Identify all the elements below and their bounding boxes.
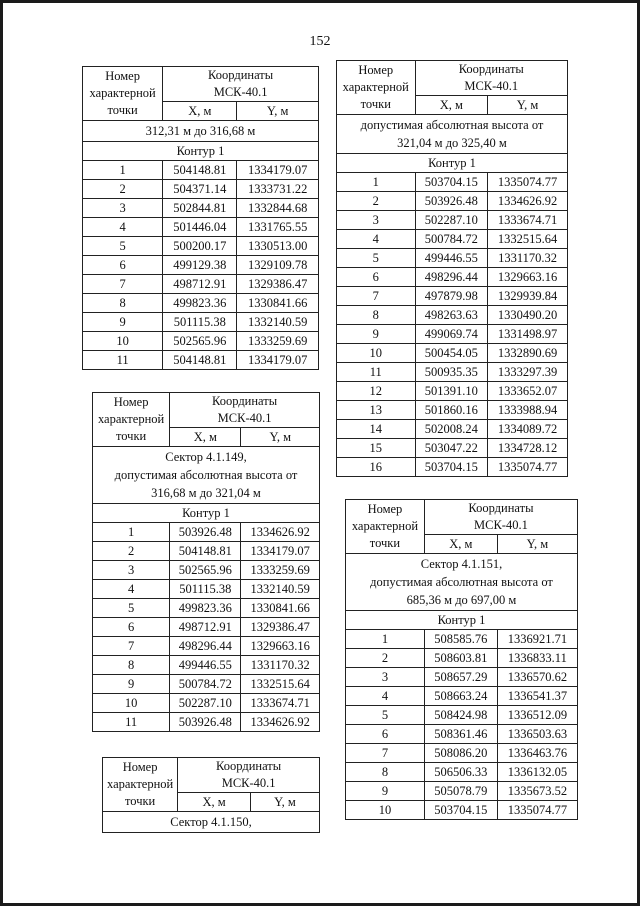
x-value: 502565.96 (170, 561, 241, 580)
y-value: 1329939.84 (488, 287, 568, 306)
table-row (83, 351, 319, 370)
table-row (93, 561, 320, 580)
point-number-header (93, 393, 170, 447)
x-value: 502287.10 (170, 694, 241, 713)
table-row (83, 180, 319, 199)
table-row (93, 580, 320, 599)
coordinates-header-line: МСК-40.1 (464, 79, 519, 93)
sector-note-line: Сектор 4.1.149, (165, 450, 247, 464)
y-value: 1334179.07 (241, 542, 320, 561)
point-number: 3 (93, 561, 170, 580)
x-header: X, м (170, 428, 241, 447)
y-header: Y, м (241, 428, 320, 447)
sector-note-line: допустимая абсолютная высота от (360, 118, 544, 132)
x-value: 497879.98 (415, 287, 488, 306)
x-value: 502287.10 (415, 211, 488, 230)
x-value: 508603.81 (424, 649, 497, 668)
contour-label: Контур 1 (337, 154, 568, 173)
coordinate-table (92, 392, 320, 732)
y-value: 1333674.71 (241, 694, 320, 713)
table-row (346, 725, 578, 744)
point-number: 12 (337, 382, 416, 401)
x-value: 499446.55 (415, 249, 488, 268)
table-row (337, 173, 568, 192)
point-number-header (103, 758, 178, 812)
y-value: 1329386.47 (241, 618, 320, 637)
y-value: 1329663.16 (488, 268, 568, 287)
x-header: X, м (424, 535, 497, 554)
x-value: 499446.55 (170, 656, 241, 675)
coordinate-table (336, 60, 568, 477)
coordinates-header-line: МСК-40.1 (213, 85, 268, 99)
point-number: 9 (346, 782, 425, 801)
point-number: 1 (83, 161, 163, 180)
point-header-line: точки (115, 429, 147, 443)
table-row (93, 542, 320, 561)
table-row (346, 782, 578, 801)
x-value: 500200.17 (163, 237, 237, 256)
table-row (337, 439, 568, 458)
sector-note (346, 554, 578, 611)
point-number: 7 (93, 637, 170, 656)
coordinates-header-line: Координаты (468, 501, 534, 515)
sector-note-line: 316,68 м до 321,04 м (151, 486, 261, 500)
point-header-line: характерной (351, 519, 419, 533)
point-number: 10 (93, 694, 170, 713)
table-row (346, 630, 578, 649)
point-number: 14 (337, 420, 416, 439)
table-row (337, 249, 568, 268)
x-header: X, м (163, 102, 237, 121)
table-row (346, 687, 578, 706)
y-value: 1332140.59 (237, 313, 319, 332)
coordinates-header-line: Координаты (208, 68, 274, 82)
y-value: 1336463.76 (497, 744, 577, 763)
y-header: Y, м (250, 793, 319, 812)
y-value: 1334089.72 (488, 420, 568, 439)
y-value: 1330841.66 (237, 294, 319, 313)
y-value: 1334626.92 (488, 192, 568, 211)
y-value: 1335074.77 (488, 173, 568, 192)
y-value: 1330490.20 (488, 306, 568, 325)
y-value: 1336132.05 (497, 763, 577, 782)
point-number: 1 (337, 173, 416, 192)
point-number-header (337, 61, 416, 115)
point-number: 6 (346, 725, 425, 744)
table-row (337, 401, 568, 420)
coordinates-header-line: МСК-40.1 (217, 411, 272, 425)
table-row (93, 599, 320, 618)
x-header: X, м (178, 793, 251, 812)
point-header-line: характерной (342, 80, 409, 94)
point-number: 4 (93, 580, 170, 599)
x-value: 508424.98 (424, 706, 497, 725)
point-number: 5 (83, 237, 163, 256)
sector-note (93, 447, 320, 504)
point-number: 9 (337, 325, 416, 344)
y-value: 1330513.00 (237, 237, 319, 256)
x-value: 501115.38 (170, 580, 241, 599)
table-row (337, 211, 568, 230)
contour-label: Контур 1 (346, 611, 578, 630)
x-value: 503926.48 (170, 523, 241, 542)
table-row (83, 161, 319, 180)
coordinates-header (163, 67, 319, 102)
table-row (337, 306, 568, 325)
y-value: 1333259.69 (241, 561, 320, 580)
y-value: 1335673.52 (497, 782, 577, 801)
x-value: 500784.72 (415, 230, 488, 249)
point-header-line: характерной (97, 412, 165, 426)
sector-note-line: допустимая абсолютная высота от (114, 468, 298, 482)
table-row (337, 344, 568, 363)
contour-label: Контур 1 (83, 142, 319, 161)
y-value: 1329386.47 (237, 275, 319, 294)
point-number: 4 (346, 687, 425, 706)
point-number: 7 (346, 744, 425, 763)
x-value: 504148.81 (170, 542, 241, 561)
point-header-line: точки (107, 103, 138, 117)
point-number: 2 (83, 180, 163, 199)
point-number: 6 (337, 268, 416, 287)
table-row (83, 237, 319, 256)
table-row (337, 230, 568, 249)
table-row (337, 363, 568, 382)
table-row (337, 458, 568, 477)
point-header-line: Номер (358, 63, 394, 77)
y-value: 1336921.71 (497, 630, 577, 649)
point-number: 15 (337, 439, 416, 458)
x-value: 501115.38 (163, 313, 237, 332)
coordinates-header-line: Координаты (216, 759, 282, 773)
y-value: 1332515.64 (241, 675, 320, 694)
y-value: 1331170.32 (488, 249, 568, 268)
point-number: 2 (337, 192, 416, 211)
y-value: 1330841.66 (241, 599, 320, 618)
x-value: 505078.79 (424, 782, 497, 801)
x-value: 499069.74 (415, 325, 488, 344)
x-value: 504371.14 (163, 180, 237, 199)
point-number: 10 (83, 332, 163, 351)
x-value: 498712.91 (170, 618, 241, 637)
point-number: 8 (93, 656, 170, 675)
point-number: 13 (337, 401, 416, 420)
x-value: 503704.15 (415, 458, 488, 477)
y-value: 1336833.11 (497, 649, 577, 668)
point-header-line: точки (369, 536, 401, 550)
x-value: 504148.81 (163, 161, 237, 180)
x-value: 502565.96 (163, 332, 237, 351)
point-number: 8 (337, 306, 416, 325)
table-row (93, 675, 320, 694)
y-value: 1333652.07 (488, 382, 568, 401)
point-number: 4 (83, 218, 163, 237)
sector-note-line: Сектор 4.1.151, (420, 557, 503, 571)
table-row (337, 192, 568, 211)
x-value: 503926.48 (415, 192, 488, 211)
page-number: 152 (309, 34, 331, 49)
point-number: 7 (83, 275, 163, 294)
point-number: 2 (93, 542, 170, 561)
point-number: 11 (337, 363, 416, 382)
y-value: 1329663.16 (241, 637, 320, 656)
coordinate-table (345, 499, 578, 820)
point-number: 6 (83, 256, 163, 275)
point-number: 4 (337, 230, 416, 249)
coordinate-table (102, 757, 320, 833)
point-number: 9 (93, 675, 170, 694)
y-value: 1332140.59 (241, 580, 320, 599)
coordinates-header-line: МСК-40.1 (474, 518, 528, 532)
y-value: 1336512.09 (497, 706, 577, 725)
point-number: 3 (337, 211, 416, 230)
coordinates-header-line: Координаты (212, 394, 278, 408)
point-number: 8 (346, 763, 425, 782)
y-header: Y, м (237, 102, 319, 121)
x-value: 504148.81 (163, 351, 237, 370)
table-row (337, 325, 568, 344)
point-number: 7 (337, 287, 416, 306)
x-value: 508361.46 (424, 725, 497, 744)
table-row (346, 706, 578, 725)
sector-note-line: 312,31 м до 316,68 м (145, 124, 256, 138)
point-number: 9 (83, 313, 163, 332)
y-value: 1336541.37 (497, 687, 577, 706)
x-value: 498296.44 (415, 268, 488, 287)
y-value: 1334626.92 (241, 523, 320, 542)
point-header-line: Номер (113, 395, 149, 409)
x-value: 500784.72 (170, 675, 241, 694)
point-header-line: Номер (105, 69, 140, 83)
point-header-line: характерной (107, 777, 174, 791)
point-number: 10 (337, 344, 416, 363)
point-number: 5 (337, 249, 416, 268)
x-value: 501391.10 (415, 382, 488, 401)
table-row (337, 382, 568, 401)
y-value: 1335074.77 (488, 458, 568, 477)
y-value: 1332515.64 (488, 230, 568, 249)
y-header: Y, м (497, 535, 577, 554)
sector-note-line: 321,04 м до 325,40 м (397, 136, 507, 150)
table-row (346, 763, 578, 782)
y-value: 1331498.97 (488, 325, 568, 344)
table-row (93, 618, 320, 637)
coordinates-header (424, 500, 577, 535)
point-header-line: характерной (89, 86, 156, 100)
point-number: 2 (346, 649, 425, 668)
x-value: 498296.44 (170, 637, 241, 656)
table-row (83, 199, 319, 218)
x-value: 508663.24 (424, 687, 497, 706)
table-row (83, 218, 319, 237)
coordinates-header-line: МСК-40.1 (221, 776, 276, 790)
scan-border-left (0, 0, 3, 906)
y-value: 1333731.22 (237, 180, 319, 199)
table-row (346, 801, 578, 820)
y-header: Y, м (488, 96, 568, 115)
sector-note-line: допустимая абсолютная высота от (370, 575, 553, 589)
point-header-line: Номер (367, 502, 403, 516)
coordinates-header-line: Координаты (458, 62, 524, 76)
y-value: 1329109.78 (237, 256, 319, 275)
table-row (346, 668, 578, 687)
table-row (93, 694, 320, 713)
sector-note-line: Сектор 4.1.150, (170, 815, 252, 829)
table-row (83, 332, 319, 351)
point-header-line: точки (124, 794, 156, 808)
table-row (337, 268, 568, 287)
x-value: 499823.36 (170, 599, 241, 618)
y-value: 1334728.12 (488, 439, 568, 458)
y-value: 1334626.92 (241, 713, 320, 732)
y-value: 1336570.62 (497, 668, 577, 687)
point-number: 6 (93, 618, 170, 637)
x-value: 502844.81 (163, 199, 237, 218)
point-number: 8 (83, 294, 163, 313)
x-value: 499823.36 (163, 294, 237, 313)
y-value: 1333259.69 (237, 332, 319, 351)
x-value: 503047.22 (415, 439, 488, 458)
x-value: 500454.05 (415, 344, 488, 363)
y-value: 1332890.69 (488, 344, 568, 363)
point-number: 1 (346, 630, 425, 649)
table-row (346, 649, 578, 668)
table-row (93, 713, 320, 732)
table-row (93, 637, 320, 656)
coordinates-header (415, 61, 567, 96)
x-value: 503926.48 (170, 713, 241, 732)
x-header: X, м (415, 96, 488, 115)
contour-label: Контур 1 (93, 504, 320, 523)
x-value: 508086.20 (424, 744, 497, 763)
x-value: 508585.76 (424, 630, 497, 649)
point-number-header (83, 67, 163, 121)
point-number: 5 (93, 599, 170, 618)
x-value: 502008.24 (415, 420, 488, 439)
point-header-line: точки (360, 97, 391, 111)
x-value: 499129.38 (163, 256, 237, 275)
sector-note (83, 121, 319, 142)
coordinates-header (170, 393, 320, 428)
y-value: 1334179.07 (237, 161, 319, 180)
sector-note (337, 115, 568, 154)
table-row (83, 294, 319, 313)
point-number: 1 (93, 523, 170, 542)
sector-note (103, 812, 320, 833)
x-value: 501446.04 (163, 218, 237, 237)
point-number: 10 (346, 801, 425, 820)
point-number: 3 (83, 199, 163, 218)
x-value: 501860.16 (415, 401, 488, 420)
table-row (337, 420, 568, 439)
table-row (337, 287, 568, 306)
point-number: 11 (83, 351, 163, 370)
point-number: 3 (346, 668, 425, 687)
y-value: 1334179.07 (237, 351, 319, 370)
coordinates-header (178, 758, 320, 793)
y-value: 1336503.63 (497, 725, 577, 744)
y-value: 1335074.77 (497, 801, 577, 820)
x-value: 500935.35 (415, 363, 488, 382)
table-row (83, 313, 319, 332)
x-value: 498712.91 (163, 275, 237, 294)
y-value: 1331765.55 (237, 218, 319, 237)
point-number-header (346, 500, 425, 554)
coordinate-table (82, 66, 319, 370)
table-row (346, 744, 578, 763)
point-header-line: Номер (122, 760, 158, 774)
table-row (83, 256, 319, 275)
point-number: 5 (346, 706, 425, 725)
y-value: 1332844.68 (237, 199, 319, 218)
x-value: 498263.63 (415, 306, 488, 325)
table-row (93, 523, 320, 542)
point-number: 11 (93, 713, 170, 732)
y-value: 1333674.71 (488, 211, 568, 230)
y-value: 1331170.32 (241, 656, 320, 675)
table-row (93, 656, 320, 675)
x-value: 508657.29 (424, 668, 497, 687)
x-value: 503704.15 (415, 173, 488, 192)
scan-border-top (0, 0, 640, 3)
sector-note-line: 685,36 м до 697,00 м (406, 593, 517, 607)
x-value: 506506.33 (424, 763, 497, 782)
x-value: 503704.15 (424, 801, 497, 820)
y-value: 1333988.94 (488, 401, 568, 420)
point-number: 16 (337, 458, 416, 477)
table-row (83, 275, 319, 294)
y-value: 1333297.39 (488, 363, 568, 382)
